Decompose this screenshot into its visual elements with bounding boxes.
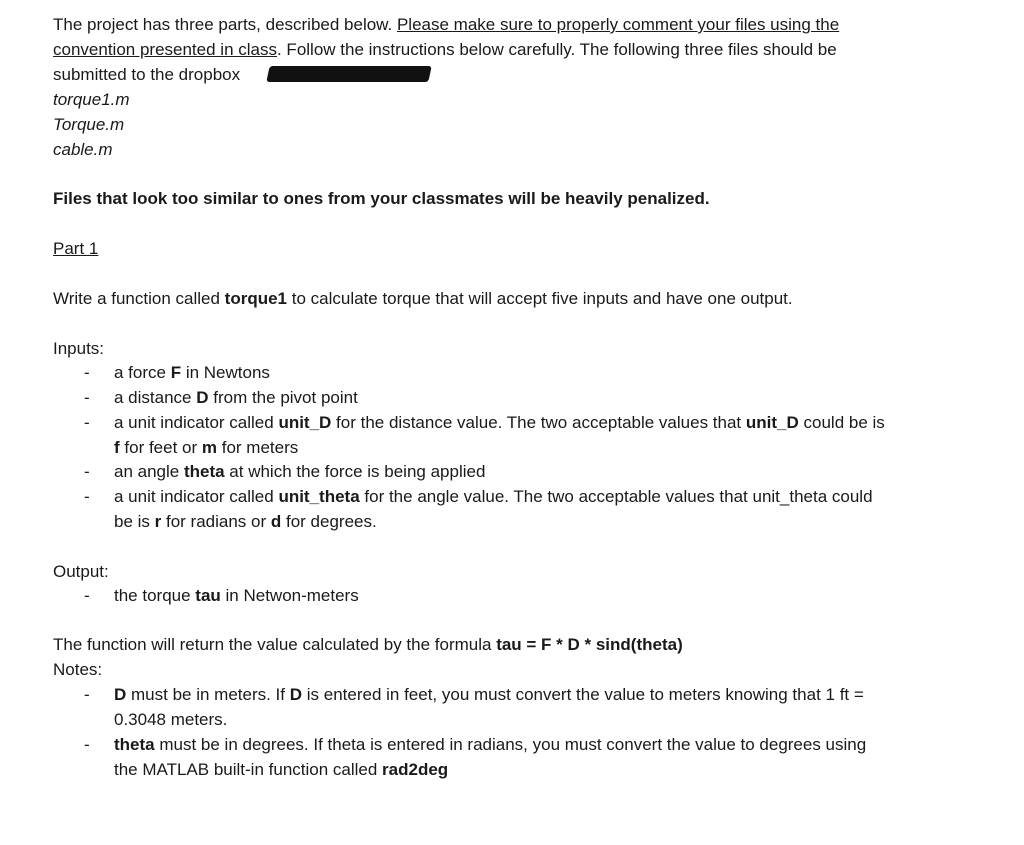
- inputs-label: Inputs:: [53, 339, 105, 358]
- note-item: D must be in meters. If D is entered in feet, you must convert the value to meters knowing that 1 ft = 0.3048 meters.: [114, 685, 864, 729]
- task-description: [53, 287, 793, 311]
- comment-convention-link[interactable]: Please make sure to properly comment your files using the: [396, 15, 840, 34]
- output-item: the torque tau in Netwon-meters: [114, 586, 359, 605]
- task-text: Write a function called: [53, 289, 225, 308]
- input-item: a unit indicator called unit_D for the distance value. The two acceptable values that unit_D could be is f for feet or m for meters: [114, 413, 885, 457]
- bullet-dash: -: [84, 685, 90, 704]
- bullet-dash: -: [84, 735, 90, 754]
- bullet-dash: -: [84, 462, 90, 481]
- intro-line-3: submitted to the dropbox: [53, 65, 241, 84]
- redaction-mark: [266, 66, 431, 82]
- comment-convention-link-cont[interactable]: convention presented in class: [53, 40, 277, 59]
- formula-line: The function will return the value calculated by the formula tau = F * D * sind(theta): [53, 635, 683, 654]
- notes-label: Notes:: [53, 660, 103, 679]
- note-item: theta must be in degrees. If theta is entered in radians, you must convert the value to degrees using the MATLAB built-in function called rad2deg: [114, 735, 867, 779]
- intro-text: The project has three parts, described below.: [53, 15, 397, 34]
- bullet-dash: -: [84, 388, 90, 407]
- file-name: torque1.m: [53, 90, 130, 109]
- intro-line-2: [53, 38, 837, 62]
- function-name: torque1: [224, 289, 288, 308]
- formula-expression: tau = F * D * sind(theta): [496, 635, 683, 654]
- bullet-dash: -: [84, 413, 90, 432]
- input-item: a distance D from the pivot point: [114, 388, 358, 407]
- bullet-dash: -: [84, 487, 90, 506]
- file-name: cable.m: [53, 140, 113, 159]
- file-name: Torque.m: [53, 115, 125, 134]
- input-item: an angle theta at which the force is being applied: [114, 462, 486, 481]
- part-heading: Part 1: [53, 239, 99, 258]
- task-text: to calculate torque that will accept five inputs and have one output.: [287, 289, 793, 308]
- intro-text-cont: . Follow the instructions below carefully. The following three files should be: [276, 40, 837, 59]
- input-item: a force F in Newtons: [114, 363, 270, 382]
- bullet-dash: -: [84, 363, 90, 382]
- bullet-dash: -: [84, 586, 90, 605]
- output-label: Output:: [53, 562, 109, 581]
- intro-line-1: [53, 13, 839, 37]
- input-item: a unit indicator called unit_theta for the angle value. The two acceptable values that unit_theta could be is r for radians or d for degrees.: [114, 487, 873, 531]
- plagiarism-warning: Files that look too similar to ones from your classmates will be heavily penalized.: [53, 189, 710, 208]
